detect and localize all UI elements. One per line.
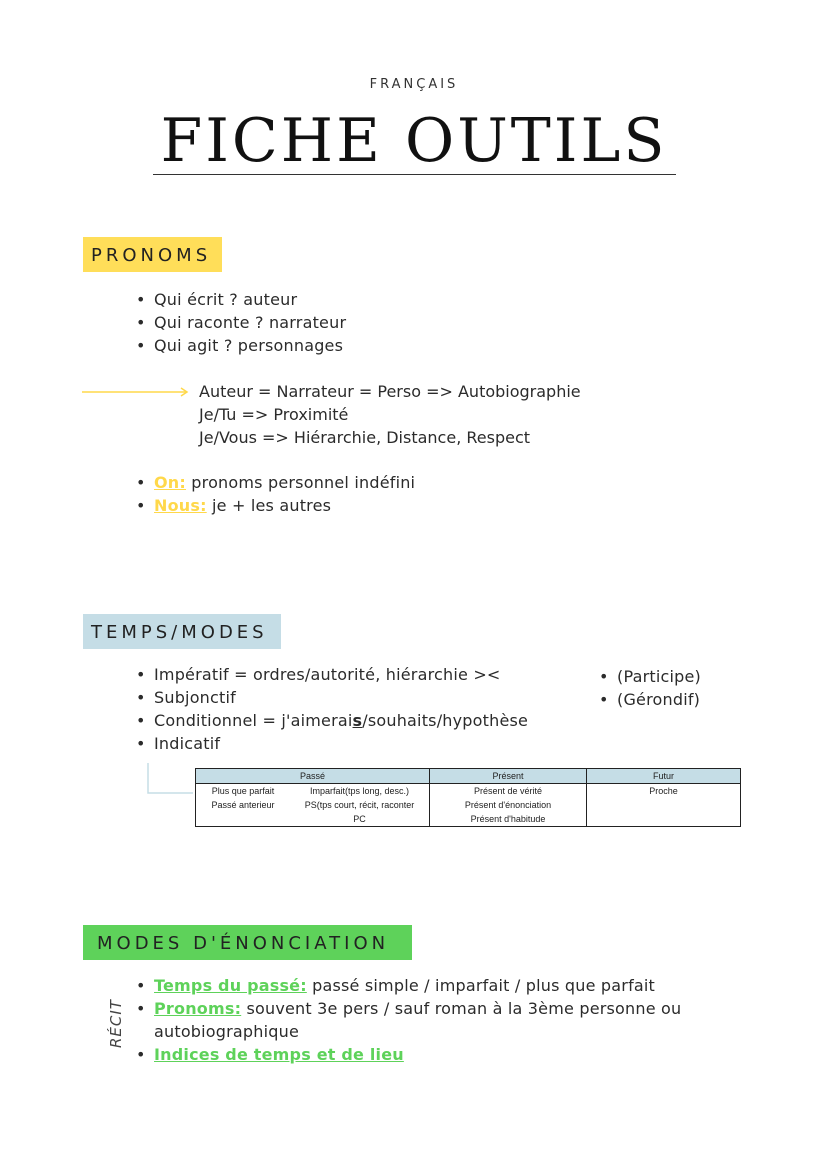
term-temps-passe: Temps du passé:: [154, 976, 307, 995]
cell-line: Imparfait(tps long, desc.): [309, 786, 410, 796]
term-indices: Indices de temps et de lieu: [154, 1045, 404, 1064]
list-item: [134, 997, 681, 1043]
list-item: [134, 974, 681, 997]
definition-text: je + les autres: [206, 496, 332, 515]
note-line: Auteur = Narrateur = Perso => Autobiographie: [199, 382, 581, 401]
list-item: [134, 709, 528, 732]
term-pronoms: Pronoms:: [154, 999, 242, 1018]
recit-side-label: [100, 992, 130, 1052]
cell-line: Présent de vérité: [473, 786, 543, 796]
cell-line: Passé anterieur: [211, 800, 275, 810]
enonciation-list: [134, 974, 681, 1066]
table-header-futur: Futur: [587, 769, 741, 784]
list-item: • Qui raconte ? narrateur: [134, 311, 346, 334]
tenses-table: [195, 768, 741, 827]
modes-right-list: [597, 665, 701, 711]
list-item: • Qui écrit ? auteur: [134, 288, 346, 311]
item-text: souvent 3e pers / sauf roman à la 3ème personne ou: [241, 999, 682, 1018]
item-text-continuation: autobiographique: [154, 1022, 300, 1041]
table-cell-passe: [196, 784, 430, 827]
table-header-present: Présent: [430, 769, 587, 784]
table-cell-futur: [587, 784, 741, 827]
connector-line: [145, 763, 195, 797]
definition-text: pronoms personnel indéfini: [186, 473, 416, 492]
item-text: passé simple / imparfait / plus que parfait: [306, 976, 656, 995]
pronoms-questions-list: [134, 288, 346, 357]
list-item: [134, 1043, 681, 1066]
modes-list: [134, 663, 528, 755]
list-item: • Impératif = ordres/autorité, hiérarchie ><: [134, 663, 528, 686]
list-item: • Indicatif: [134, 732, 528, 755]
arrow-right-icon: [82, 386, 192, 398]
note-line: Je/Vous => Hiérarchie, Distance, Respect: [199, 428, 531, 447]
cell-line: PC: [353, 814, 366, 824]
subject-label: FRANÇAIS: [369, 77, 459, 92]
term-on: On:: [154, 473, 186, 492]
pronoms-definitions-list: [134, 471, 415, 517]
section-label-modes-enonciation: MODES D'ÉNONCIATION: [83, 925, 412, 960]
cell-line: Plus que parfait: [211, 786, 275, 796]
recit-text: RÉCIT: [107, 999, 125, 1048]
list-item: • Qui agit ? personnages: [134, 334, 346, 357]
conditionnel-text: /souhaits/hypothèse: [362, 711, 529, 730]
term-nous: Nous:: [154, 496, 207, 515]
cell-line: Présent d'habitude: [470, 814, 546, 824]
list-item: • (Participe): [597, 665, 701, 688]
note-line: Je/Tu => Proximité: [199, 405, 349, 424]
title-divider: [153, 174, 676, 175]
section-label-pronoms: PRONOMS: [83, 237, 222, 272]
pronoms-arrow-notes: [199, 380, 581, 449]
table-cell-present: [430, 784, 587, 827]
list-item: [134, 471, 415, 494]
page-title: FICHE OUTILS: [160, 106, 668, 176]
table-header-passe: Passé: [196, 769, 430, 784]
conditionnel-emphasis: s: [352, 711, 363, 730]
list-item: • (Gérondif): [597, 688, 701, 711]
list-item: • Subjonctif: [134, 686, 528, 709]
section-label-temps-modes: TEMPS/MODES: [83, 614, 281, 649]
list-item: [134, 494, 415, 517]
cell-line: PS(tps court, récit, raconter: [304, 800, 415, 810]
cell-line: Présent d'énonciation: [464, 800, 552, 810]
cell-line: Proche: [649, 786, 678, 796]
conditionnel-text: Conditionnel = j'aimerai: [154, 711, 353, 730]
